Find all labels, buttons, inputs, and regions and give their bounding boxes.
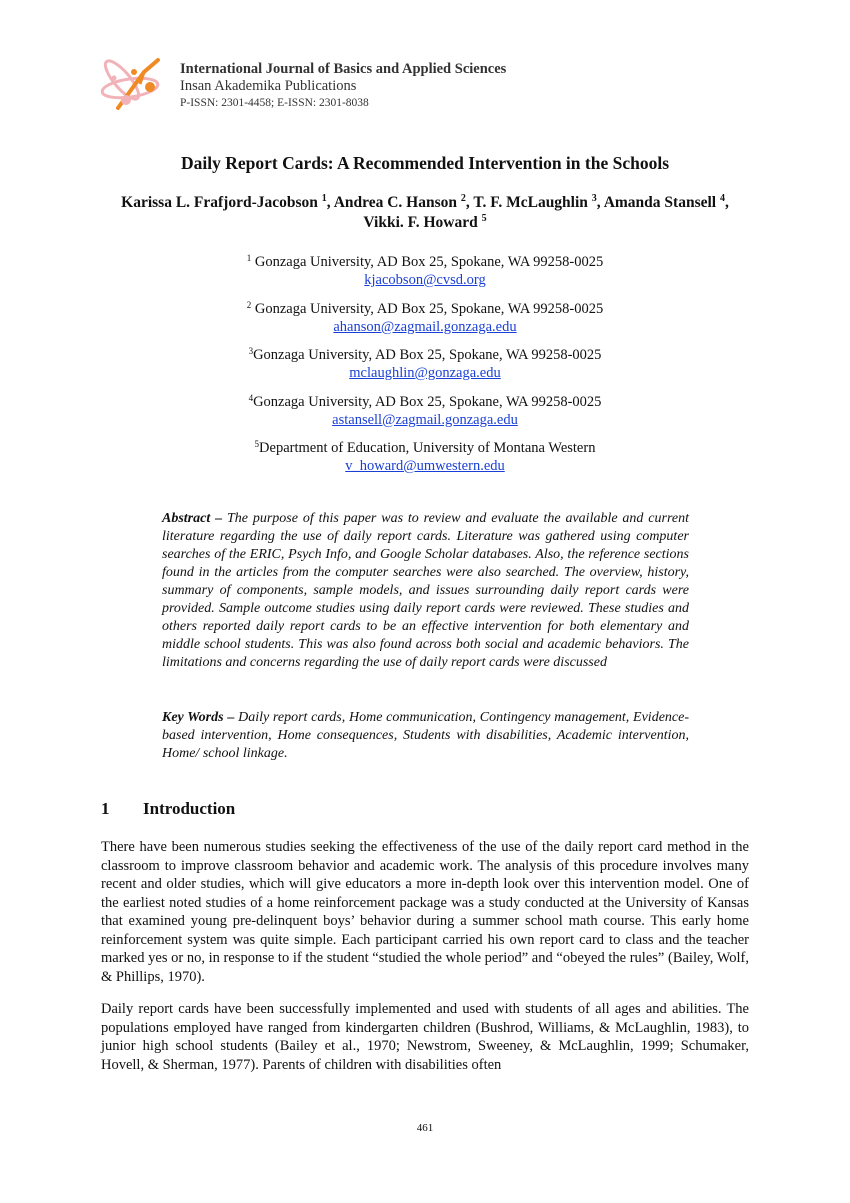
affiliation-list	[0, 253, 850, 486]
keywords	[162, 709, 689, 763]
atom-logo-icon	[100, 50, 170, 115]
page-number: 461	[416, 1122, 434, 1134]
affil-address: Gonzaga University, AD Box 25, Spokane, WA 99258-0025	[254, 254, 604, 270]
author-name: Vikki. F. Howard	[363, 214, 478, 231]
author-affil-mark: 4	[719, 193, 725, 204]
affiliation-item	[0, 346, 850, 393]
affiliation-item	[0, 300, 850, 347]
body-paragraph: Daily report cards have been successfully implemented and used with students of all ages and abilities. The populations employed have ranged from kindergarten children (Bushrod, Williams, & McLaughlin, 1983), to junior high school students (Bailey et al., 1970; Newstrom, Sweeney, & McLaughlin, 1999; Schumaker, Hovell, & Sherman, 1977). Parents of children with disabilities often	[101, 1001, 749, 1073]
author-affil-mark: 5	[481, 213, 487, 224]
affiliation-item	[0, 253, 850, 300]
affiliation-item	[0, 439, 850, 486]
affil-mark: 4	[248, 392, 254, 403]
affil-mark: 2	[246, 299, 252, 310]
email-link[interactable]: astansell@zagmail.gonzaga.edu	[332, 411, 518, 428]
author-separator: ,	[465, 194, 474, 211]
email-link[interactable]: mclaughlin@gonzaga.edu	[349, 365, 501, 381]
affil-mark: 3	[248, 346, 254, 356]
journal-name: International Journal of Basics and Applied Sciences	[180, 61, 507, 77]
author-name: Andrea C. Hanson	[333, 194, 457, 211]
author-list	[110, 193, 740, 233]
email-link[interactable]: v_howard@umwestern.edu	[345, 458, 505, 474]
publisher-name: Insan Akademika Publications	[180, 78, 357, 94]
author-separator: ,	[326, 194, 334, 211]
section-title: Introduction	[143, 799, 236, 818]
paper-title: Daily Report Cards: A Recommended Intervention in the Schools	[180, 153, 670, 173]
section-heading	[101, 799, 235, 819]
author-name: Amanda Stansell	[603, 194, 717, 211]
section-number: 1	[101, 799, 110, 818]
author-separator: ,	[724, 194, 729, 211]
keywords-text: Daily report cards, Home communication, Contingency management, Evidence-based intervention, Home consequences, Students with disabilities, Academic intervention, Home/ school linkage.	[162, 710, 689, 761]
affil-address: Gonzaga University, AD Box 25, Spokane, WA 99258-0025	[253, 347, 602, 363]
journal-header	[100, 50, 600, 120]
abstract	[162, 510, 689, 672]
affil-address: Department of Education, University of Montana Western	[259, 440, 596, 456]
affil-address: Gonzaga University, AD Box 25, Spokane, WA 99258-0025	[253, 393, 602, 410]
body-paragraph: There have been numerous studies seeking the effectiveness of the use of the daily report card method in the classroom to improve classroom behavior and academic work. The analysis of this procedure involves many recent and older studies, which will give educators a more in-depth look over this intervention model. One of the earliest noted studies of a home reinforcement package was a study conducted at the University of Kansas that examined young pre-delinquent boys’ behavior during a summer school math course. This early home reinforcement system was quite simple. Each participant carried his own report card to class and the teacher marked yes or no, in response to if the student “studied the whole period” and “obeyed the rules” (Bailey, Wolf, & Phillips, 1970).	[101, 839, 749, 985]
author-name: Karissa L. Frafjord-Jacobson	[121, 194, 318, 211]
keywords-label: Key Words –	[162, 710, 235, 725]
issn: P-ISSN: 2301-4458; E-ISSN: 2301-8038	[180, 97, 369, 109]
abstract-label: Abstract –	[162, 511, 223, 526]
author-affil-mark: 1	[321, 193, 327, 204]
email-link[interactable]: ahanson@zagmail.gonzaga.edu	[333, 318, 517, 335]
affil-mark: 1	[246, 253, 252, 263]
affil-address: Gonzaga University, AD Box 25, Spokane, WA 99258-0025	[254, 300, 604, 317]
author-affil-mark: 2	[460, 193, 466, 204]
author-separator: ,	[596, 194, 604, 211]
email-link[interactable]: kjacobson@cvsd.org	[364, 272, 486, 288]
affiliation-item	[0, 393, 850, 440]
author-affil-mark: 3	[591, 193, 597, 204]
author-name: T. F. McLaughlin	[473, 194, 588, 211]
abstract-text: The purpose of this paper was to review and evaluate the available and current literature regarding the use of daily report cards. Literature was gathered using computer searches of the ERIC, Psych Info, and Google Scholar databases. Also, the reference sections found in the articles from the computer searches were also searched. The overview, history, summary of components, sample models, and issues surrounding daily report cards were provided. Sample outcome studies using daily report cards were reviewed. These studies and others reported daily report cards to be an effective intervention for both elementary and middle school students. This was also found across both social and academic behaviors. The limitations and concerns regarding the use of daily report cards were discussed	[162, 511, 689, 670]
affil-mark: 5	[254, 439, 260, 449]
